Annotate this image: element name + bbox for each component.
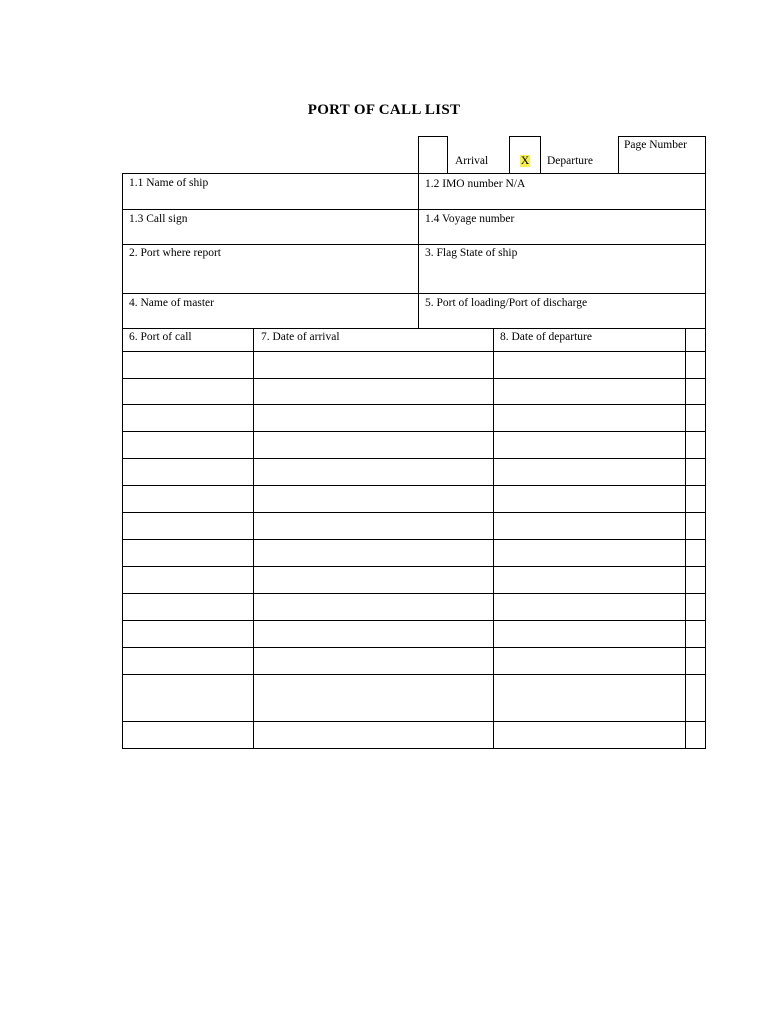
table-row-line-2 [122, 378, 706, 379]
details-row-line-3 [122, 293, 706, 294]
name-of-master-field[interactable]: 4. Name of master [129, 297, 214, 309]
table-row-line-12 [122, 647, 706, 648]
column-header-date-of-arrival: 7. Date of arrival [261, 331, 340, 343]
port-where-report-field[interactable]: 2. Port where report [129, 247, 221, 259]
imo-number-field[interactable]: 1.2 IMO number N/A [425, 178, 526, 190]
details-divider [418, 173, 419, 329]
departure-label: Departure [547, 155, 593, 167]
details-row-line-2 [122, 244, 706, 245]
details-row-line-1 [122, 209, 706, 210]
table-row-line-14 [122, 721, 706, 722]
call-sign-field[interactable]: 1.3 Call sign [129, 213, 188, 225]
arrival-label: Arrival [455, 155, 489, 167]
departure-mark-highlight: X [520, 155, 530, 167]
table-row-line-1 [122, 351, 706, 352]
table-row-line-8 [122, 539, 706, 540]
departure-mark [509, 155, 541, 167]
page-number-label: Page Number [624, 139, 687, 151]
page-title: PORT OF CALL LIST [307, 102, 461, 118]
table-row-line-5 [122, 458, 706, 459]
table-row-line-4 [122, 431, 706, 432]
table-row-line-10 [122, 593, 706, 594]
table-row-line-9 [122, 566, 706, 567]
flag-state-field[interactable]: 3. Flag State of ship [425, 247, 518, 259]
voyage-number-field[interactable]: 1.4 Voyage number [425, 213, 515, 225]
table-row-line-6 [122, 485, 706, 486]
table-row-line-13 [122, 674, 706, 675]
table-row-line-3 [122, 404, 706, 405]
column-header-port-of-call: 6. Port of call [129, 331, 192, 343]
port-loading-discharge-field[interactable]: 5. Port of loading/Port of discharge [425, 297, 588, 309]
column-header-date-of-departure: 8. Date of departure [500, 331, 592, 343]
name-of-ship-field[interactable]: 1.1 Name of ship [129, 177, 209, 189]
table-row-line-7 [122, 512, 706, 513]
arrival-checkbox[interactable] [418, 136, 448, 174]
table-row-line-11 [122, 620, 706, 621]
